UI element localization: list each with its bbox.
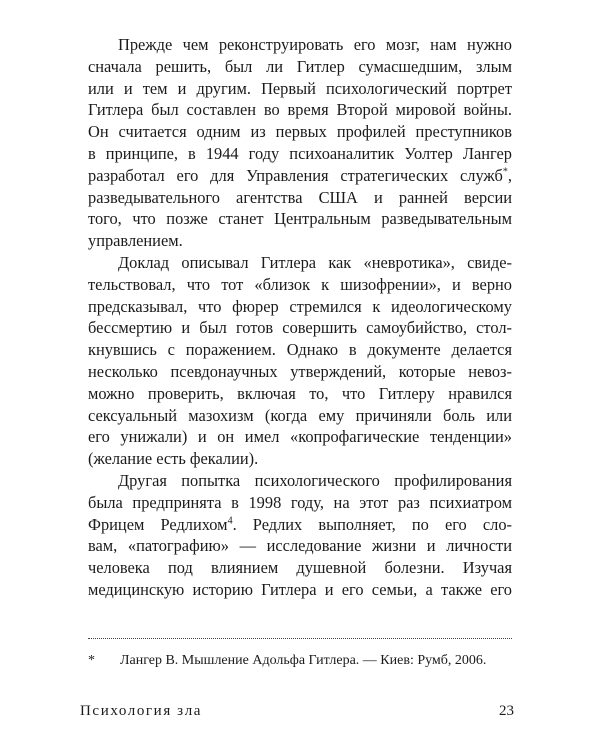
text-segment: разработал его для Управления стратегических служб bbox=[88, 165, 503, 185]
text-line: в принципе, в 1944 году психоаналитик Уолтер Лангер bbox=[88, 143, 512, 163]
text-line: разведывательного агентства США и ранней версии bbox=[88, 187, 512, 207]
text-line: Другая попытка психологического профилирования bbox=[118, 470, 512, 490]
footnote-divider bbox=[88, 638, 512, 639]
text-line: сексуальный мазохизм (когда ему причиняли боль или bbox=[88, 405, 512, 425]
body-text bbox=[88, 34, 512, 601]
text-line: Прежде чем реконструировать его мозг, нам нужно bbox=[118, 35, 512, 54]
footnote-ref: 4 bbox=[227, 515, 233, 527]
page-number: 23 bbox=[499, 703, 514, 719]
footnote-ref: * bbox=[502, 166, 508, 178]
running-head: Психология зла bbox=[80, 703, 203, 719]
text-line: того, что позже станет Центральным разведывательным bbox=[88, 209, 512, 229]
text-line: предсказывал, что фюрер стремился к идеологическому bbox=[88, 296, 512, 316]
footnote-marker: * bbox=[88, 653, 95, 668]
text-line: Доклад описывал Гитлера как «невротика», свиде- bbox=[118, 252, 512, 272]
text-line: человека под влиянием душевной болезни. Изучая bbox=[88, 558, 512, 578]
text-line: разработал его для Управления стратегических служб*, bbox=[88, 165, 512, 185]
text-line: или и тем и другим. Первый психологический портрет bbox=[88, 78, 512, 98]
text-line: сначала решить, был ли Гитлер сумасшедшим, злым bbox=[88, 56, 512, 76]
text-line: кнувшись с поражением. Однако в документе делается bbox=[88, 340, 512, 360]
text-line: Гитлера был составлен во время Второй мировой войны. bbox=[88, 100, 512, 120]
text-segment: Фрицем Редлихом bbox=[88, 514, 228, 534]
text-line: Он считается одним из первых профилей преступников bbox=[88, 122, 512, 142]
footnote-text: Лангер В. Мышление Адольфа Гитлера. — Киев: Румб, 2006. bbox=[120, 653, 487, 668]
text-line: его унижали) и он имел «копрофагические тенденции» bbox=[88, 427, 512, 447]
text-line: бессмертию и был готов совершить самоубийство, стол- bbox=[88, 318, 512, 338]
text-line: тельствовал, что тот «близок к шизофрении», и верно bbox=[88, 274, 512, 294]
text-line: медицинскую историю Гитлера и его семьи, а также его bbox=[88, 579, 512, 599]
text-line: была предпринята в 1998 году, на этот раз психиатром bbox=[88, 492, 512, 512]
text-line: (желание есть фекалии). bbox=[88, 449, 259, 469]
text-line: несколько псевдонаучных утверждений, которые невоз- bbox=[88, 361, 512, 381]
text-line bbox=[88, 514, 512, 536]
text-segment: . Редлих выполняет, по его сло- bbox=[232, 514, 512, 534]
text-line: можно проверить, включая то, что Гитлеру нравился bbox=[88, 383, 512, 403]
text-line: вам, «патографию» — исследование жизни и личности bbox=[88, 536, 512, 556]
text-line: управлением. bbox=[88, 231, 183, 251]
